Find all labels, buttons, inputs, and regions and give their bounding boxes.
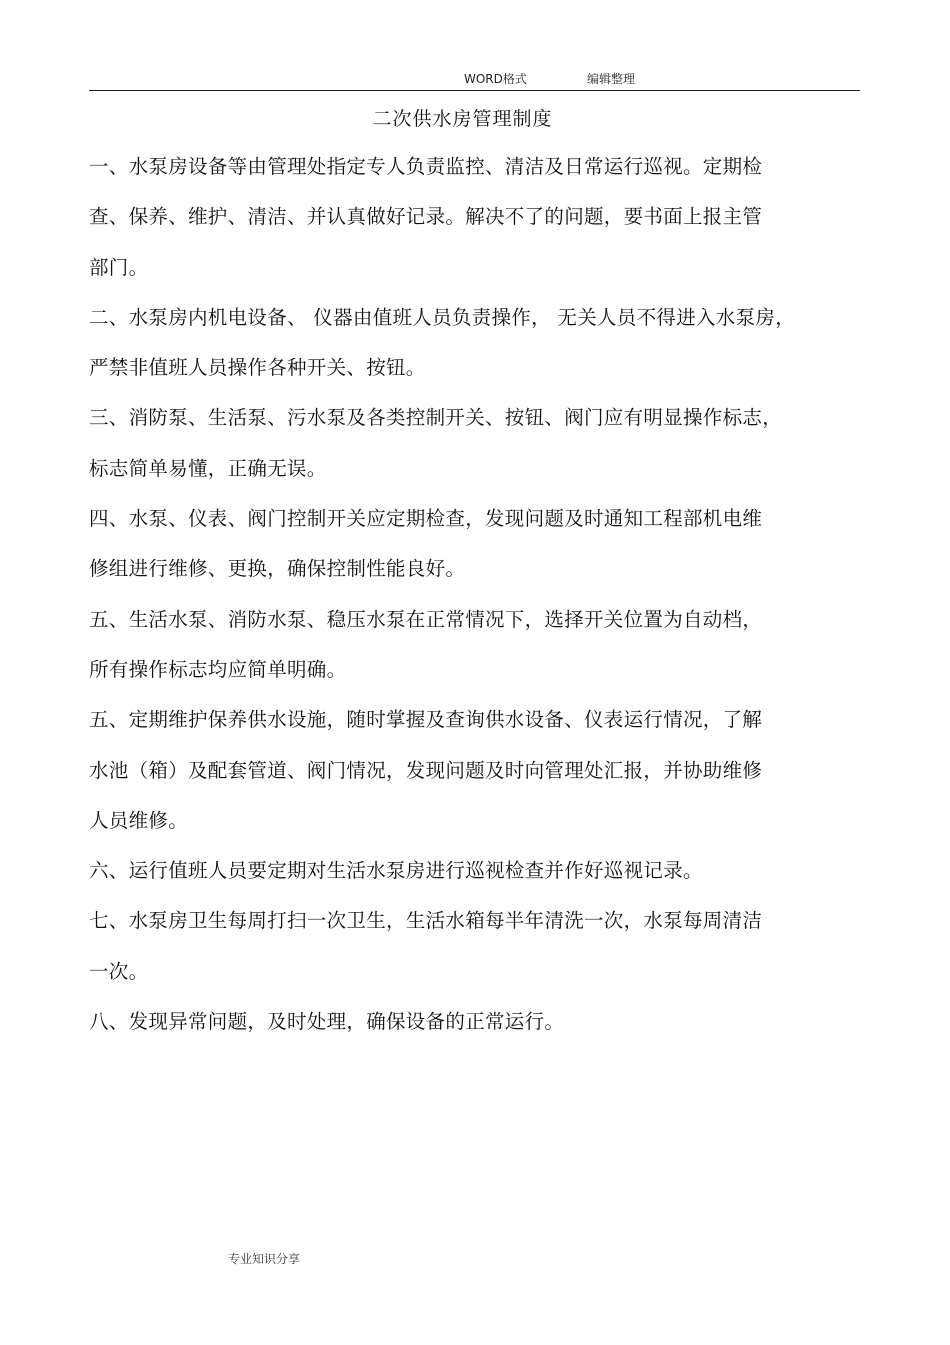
header-edit-label: 编辑整理 [587,72,636,86]
body-line: 八、发现异常问题，及时处理，确保设备的正常运行。 [89,1010,565,1034]
header-format-label: WORD格式 [464,72,527,86]
page-header [0,70,950,86]
body-line: 修组进行维修、更换，确保控制性能良好。 [89,557,466,581]
body-line: 严禁非值班人员操作各种开关、按钮。 [89,356,426,380]
body-line: 一、水泵房设备等由管理处指定专人负责监控、清洁及日常运行巡视。定期检 [89,155,763,178]
body-line: 标志简单易懂，正确无误。 [89,456,327,480]
body-line: 所有操作标志均应简单明确。 [89,657,347,681]
header-divider [89,90,860,91]
body-line: 查、保养、维护、清洁、并认真做好记录。解决不了的问题，要书面上报主管 [89,205,763,229]
body-line: 六、运行值班人员要定期对生活水泵房进行巡视检查并作好巡视记录。 [89,859,703,883]
document-body [89,150,849,1055]
body-line: 一次。 [89,959,149,983]
body-line: 水池（箱）及配套管道、阀门情况，发现问题及时向管理处汇报，并协助维修 [89,758,763,782]
page-footer: 专业知识分享 [228,1252,301,1266]
body-line: 四、水泵、仪表、阀门控制开关应定期检查，发现问题及时通知工程部机电维 [89,507,763,531]
body-line: 人员维修。 [89,808,189,832]
body-line: 三、消防泵、生活泵、污水泵及各类控制开关、按钮、阀门应有明显操作标志， [89,406,783,430]
body-line: 五、生活水泵、消防水泵、稳压水泵在正常情况下，选择开关位置为自动档， [89,607,763,631]
body-line: 七、水泵房卫生每周打扫一次卫生，生活水箱每半年清洗一次，水泵每周清洁 [89,909,763,933]
document-title: 二次供水房管理制度 [372,108,553,130]
body-line: 五、定期维护保养供水设施，随时掌握及查询供水设备、仪表运行情况，了解 [89,708,763,732]
body-line: 部门。 [89,255,149,279]
body-line: 二、水泵房内机电设备、 仪器由值班人员负责操作， 无关人员不得进入水泵房， [89,305,795,329]
